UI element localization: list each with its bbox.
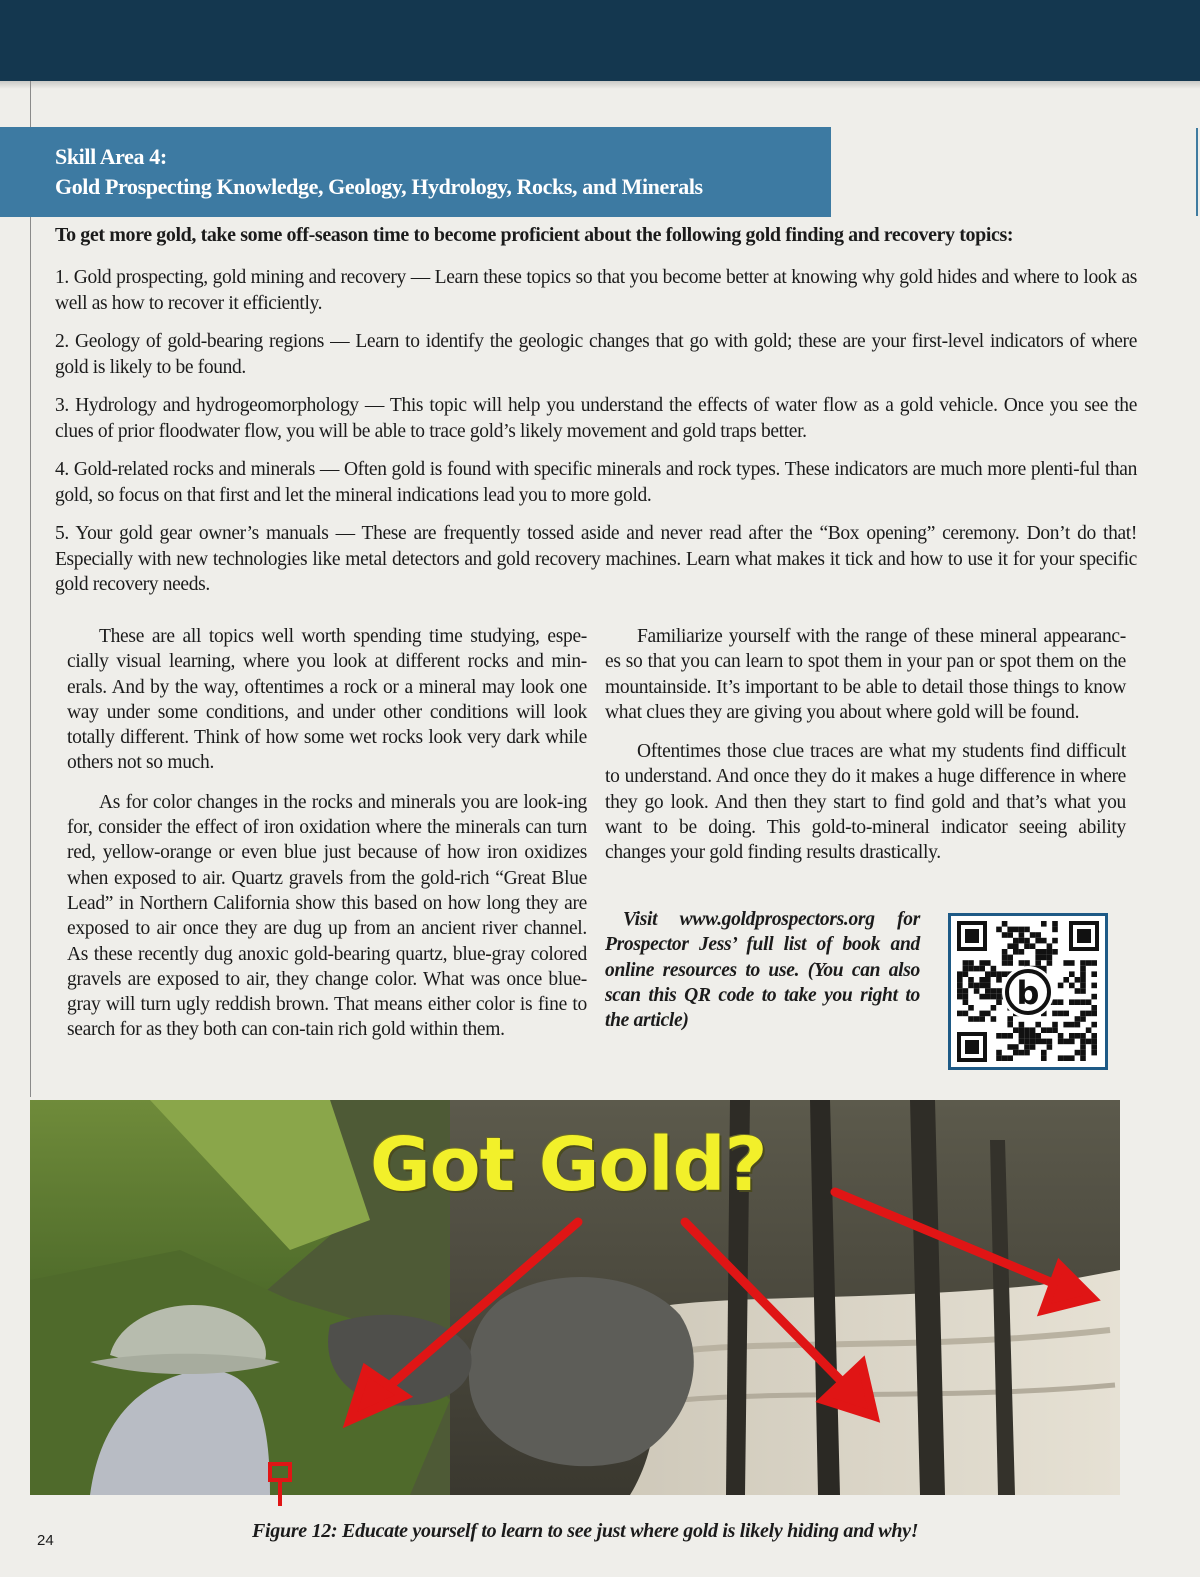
body-column-left xyxy=(67,624,587,1057)
body-paragraph: Familiarize yourself with the range of these mineral appearanc-es so that you can learn to spot them in your pan or spot them on the mountainside. It’s important to be able to detail those things to know what clues they are giving you about where gold will be found. xyxy=(605,626,1126,723)
figure-photo xyxy=(30,1100,1120,1495)
section-heading-line2: Gold Prospecting Knowledge, Geology, Hydrology, Rocks, and Minerals xyxy=(55,174,703,199)
body-column-right xyxy=(605,624,1126,880)
topic-list xyxy=(55,265,1137,611)
section-banner xyxy=(0,127,831,217)
figure-caption: Figure 12: Educate yourself to learn to see just where gold is likely hiding and why! xyxy=(252,1520,919,1542)
body-paragraph: Oftentimes those clue traces are what my students find difficult to understand. And once they do it makes a huge difference in where they go look. And then they start to find gold and that’s what you want to be doing. This gold-to-mineral indicator seeing ability changes your gold finding results drastically. xyxy=(605,741,1126,864)
topic-item: 3. Hydrology and hydrogeomorphology — This topic will help you understand the effects of water flow as a gold vehicle. Once you see the clues of prior floodwater flow, you will be able to trace gold’s likely movement and gold traps better. xyxy=(55,395,1137,442)
visit-note: Visit www.goldprospectors.org for Prospector Jess’ full list of book and online resources to use. (You can also scan this QR code to take you right to the article) xyxy=(605,909,920,1032)
topic-item: 4. Gold-related rocks and minerals — Often gold is found with specific minerals and rock types. These indicators are much more plenti-ful than gold, so focus on that first and let the mineral indications lead you to more gold. xyxy=(55,459,1137,506)
body-paragraph: As for color changes in the rocks and minerals you are look-ing for, consider the effect of iron oxidation where the minerals can turn red, yellow-orange or even blue just because of how iron oxidizes when exposed to air. Quartz gravels from the gold-rich “Great Blue Lead” in Northern California show this based on how long they are exposed to air once they are dug up from an ancient river channel. As these recently dug anoxic gold-bearing quartz, blue-gray colored gravels are exposed to air, they change color. What was once blue-gray will turn ugly reddish brown. That means either color is fine to search for as they both can con-tain rich gold within them. xyxy=(67,791,587,1041)
qr-code-graphic xyxy=(951,916,1105,1067)
location-pin-icon xyxy=(268,1462,292,1522)
intro-paragraph: To get more gold, take some off-season time to become proficient about the following gold finding and recovery topics: xyxy=(55,224,1014,246)
section-heading-line1: Skill Area 4: xyxy=(55,144,167,169)
page-number: 24 xyxy=(37,1532,54,1549)
topic-item: 2. Geology of gold-bearing regions — Learn to identify the geologic changes that go with gold; these are your first-level indicators of where gold is likely to be found. xyxy=(55,331,1137,378)
header-band xyxy=(0,0,1200,81)
left-margin-rule xyxy=(30,81,31,1097)
qr-code[interactable] xyxy=(948,913,1108,1070)
right-margin-tab xyxy=(1196,128,1198,216)
header-shadow xyxy=(0,81,1200,89)
body-paragraph: These are all topics well worth spending time studying, espe-cially visual learning, where you look at different rocks and min-erals. And by the way, oftentimes a rock or a mineral may look one way under some conditions, and under other conditions will look totally different. Think of how some wet rocks look very dark while others not so much. xyxy=(67,626,587,774)
qr-logo-icon: b xyxy=(1016,974,1040,1012)
topic-item: 5. Your gold gear owner’s manuals — These are frequently tossed aside and never read after the “Box opening” ceremony. Don’t do that! Especially with new technologies like metal detectors and gold recovery machines. Learn what makes it tick and how to use it for your specific gold recovery needs. xyxy=(55,523,1137,595)
topic-item: 1. Gold prospecting, gold mining and recovery — Learn these topics so that you become better at knowing why gold hides and where to look as well as how to recover it efficiently. xyxy=(55,267,1137,314)
photo-headline: Got Gold? xyxy=(370,1122,767,1208)
